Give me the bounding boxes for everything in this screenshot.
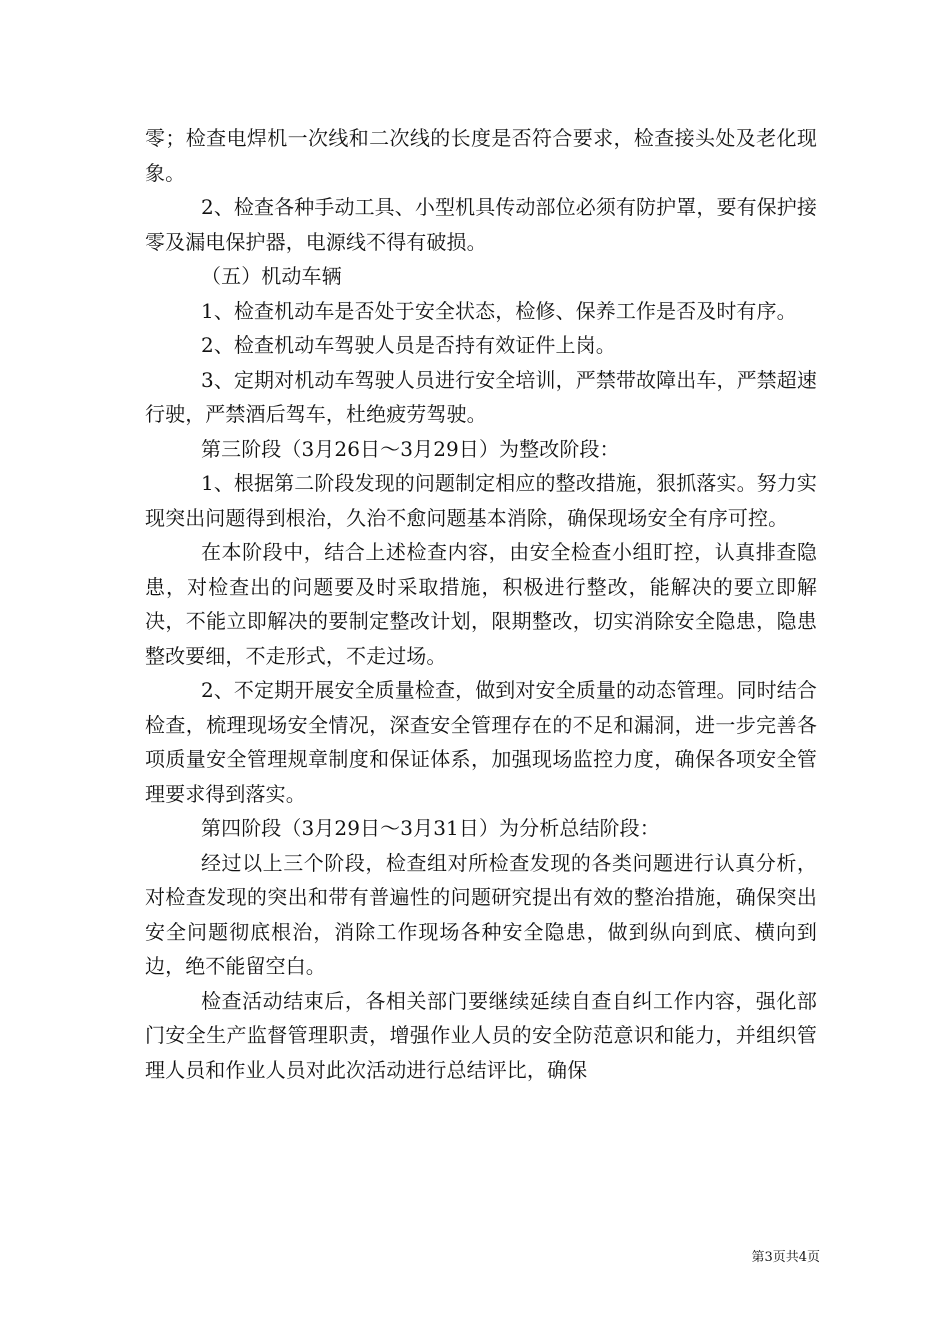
page-number-footer: 第3页共4页 [751,1250,820,1265]
paragraph-13: 检查活动结束后，各相关部门要继续延续自查自纠工作内容，强化部门安全生产监督管理职责，增强作业人员的安全防范意识和能力，并组织管理人员和作业人员对此次活动进行总结评比，确保 [145,988,817,1082]
section-heading-motor-vehicles: （五）机动车辆 [201,264,342,288]
paragraph-9: 在本阶段中，结合上述检查内容，由安全检查小组盯控，认真排查隐患，对检查出的问题要及时采取措施，积极进行整改，能解决的要立即解决，不能立即解决的要制定整改计划，限期整改，切实消除安全隐患，隐患整改要细，不走形式，不走过场。 [145,540,817,668]
paragraph-2: 2、检查各种手动工具、小型机具传动部位必须有防护罩，要有保护接零及漏电保护器，电源线不得有破损。 [145,195,817,254]
paragraph-6: 3、定期对机动车驾驶人员进行安全培训，严禁带故障出车，严禁超速行驶，严禁酒后驾车，杜绝疲劳驾驶。 [145,367,817,426]
paragraph-5: 2、检查机动车驾驶人员是否持有效证件上岗。 [201,333,616,357]
stage-four-heading: 第四阶段（3月29日～3月31日）为分析总结阶段： [201,816,660,840]
paragraph-12: 经过以上三个阶段，检查组对所检查发现的各类问题进行认真分析，对检查发现的突出和带有普遍性的问题研究提出有效的整治措施，确保突出安全问题彻底根治，消除工作现场各种安全隐患，做到纵向到底、横向到边，绝不能留空白。 [145,850,817,978]
paragraph-4: 1、检查机动车是否处于安全状态，检修、保养工作是否及时有序。 [201,298,797,323]
document-body [145,121,817,1087]
paragraph-1: 零；检查电焊机一次线和二次线的长度是否符合要求，检查接头处及老化现象。 [145,126,817,185]
paragraph-10: 2、不定期开展安全质量检查，做到对安全质量的动态管理。同时结合检查，梳理现场安全情况，深查安全管理存在的不足和漏洞，进一步完善各项质量安全管理规章制度和保证体系，加强现场监控力度，确保各项安全管理要求得到落实。 [145,678,817,806]
stage-three-heading: 第三阶段（3月26日～3月29日）为整改阶段： [201,436,620,461]
paragraph-8: 1、根据第二阶段发现的问题制定相应的整改措施，狠抓落实。努力实现突出问题得到根治，久治不愈问题基本消除，确保现场安全有序可控。 [145,471,817,530]
